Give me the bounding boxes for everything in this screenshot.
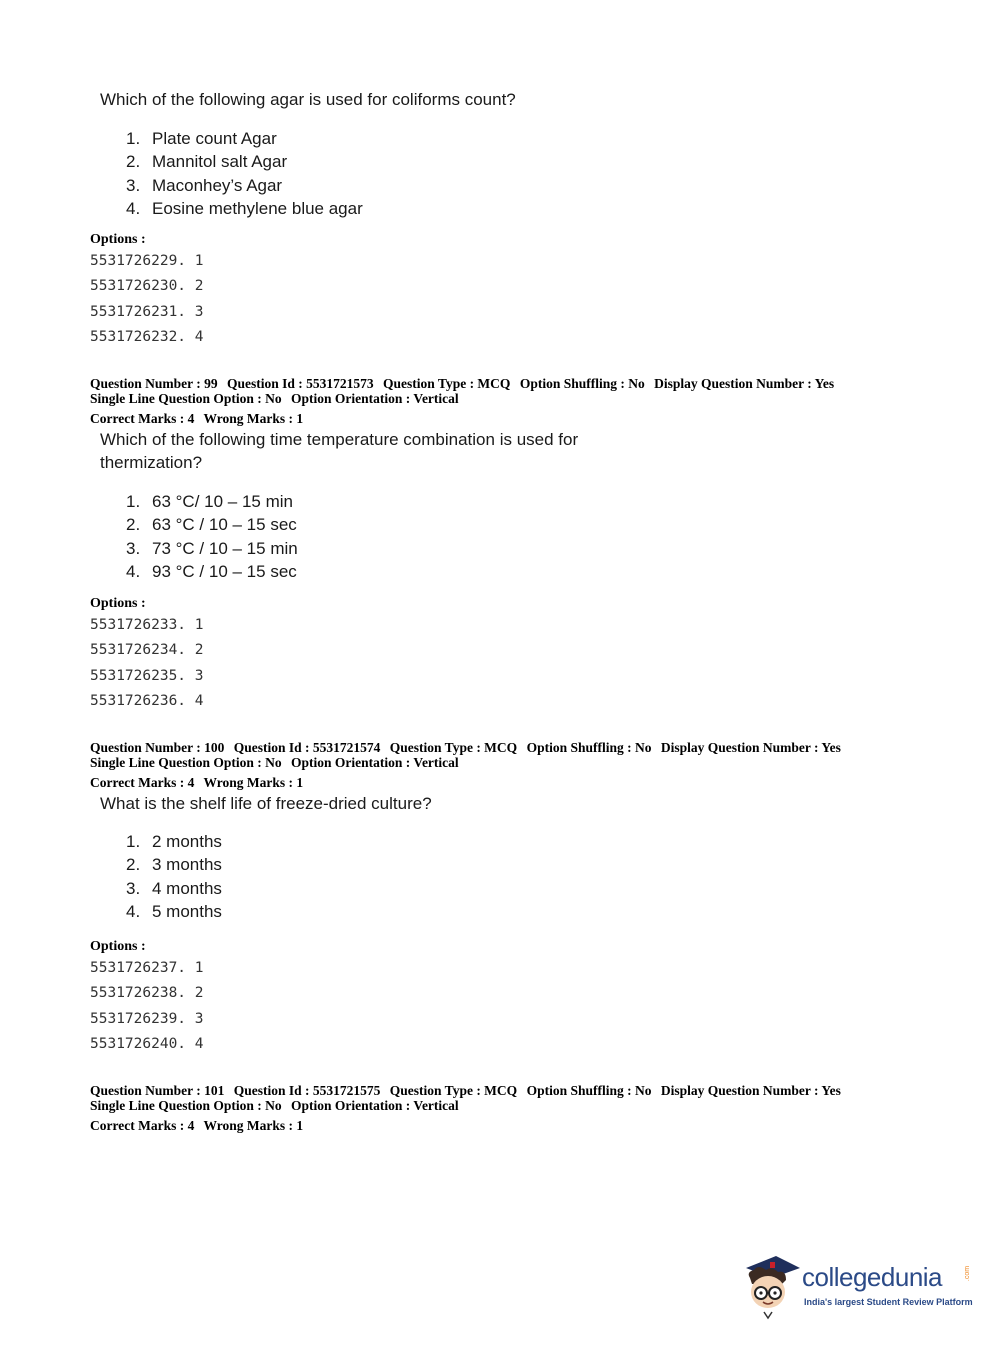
question-99-choices — [126, 490, 298, 583]
choice-item: 1. 63 °C/ 10 – 15 min — [126, 492, 293, 511]
choice-item: 2. 3 months — [126, 855, 222, 875]
choice-item: 4. Eosine methylene blue agar — [126, 198, 363, 218]
option-id: 5531726237. 1 — [90, 960, 204, 976]
meta-line-1: Question Number : 101 Question Id : 5531721575 Question Type : MCQ Option Shuffling : No Display Question Number : Yes — [90, 1083, 841, 1098]
choice-item: 3. 4 months — [126, 878, 222, 898]
options-label: Options : — [90, 939, 146, 954]
choice-item: 2. 63 °C / 10 – 15 sec — [126, 515, 297, 535]
option-id: 5531726240. 4 — [90, 1035, 204, 1052]
choice-item: 1. Plate count Agar — [126, 129, 277, 148]
logo-tagline: India's largest Student Review Platform — [804, 1297, 973, 1307]
question-101-meta — [90, 1083, 847, 1133]
marks-line: Correct Marks : 4 Wrong Marks : 1 — [90, 775, 304, 790]
meta-line-1: Question Number : 99 Question Id : 5531721573 Question Type : MCQ Option Shuffling : No Display Question Number : Yes — [90, 376, 835, 391]
option-id: 5531726235. 3 — [90, 667, 204, 684]
meta-line-2: Single Line Question Option : No Option Orientation : Vertical — [90, 1098, 459, 1113]
option-id-list — [90, 956, 204, 1057]
option-id: 5531726239. 3 — [90, 1010, 204, 1027]
question-100-text: What is the shelf life of freeze-dried culture? — [100, 794, 432, 813]
option-id: 5531726236. 4 — [90, 692, 204, 709]
option-id: 5531726233. 1 — [90, 617, 204, 633]
choice-item: 4. 93 °C / 10 – 15 sec — [126, 561, 297, 581]
mascot-icon — [742, 1250, 802, 1320]
choice-item: 3. Maconhey’s Agar — [126, 175, 283, 195]
option-id: 5531726238. 2 — [90, 985, 204, 1002]
choice-item: 4. 5 months — [126, 901, 222, 921]
question-100-choices — [126, 830, 222, 923]
question-98-text: Which of the following agar is used for coliforms count? — [100, 90, 516, 109]
choice-item: 1. 2 months — [126, 832, 222, 851]
marks-line: Correct Marks : 4 Wrong Marks : 1 — [90, 1118, 304, 1133]
logo-wordmark: collegedunia — [802, 1262, 943, 1292]
meta-line-1: Question Number : 100 Question Id : 5531721574 Question Type : MCQ Option Shuffling : No Display Question Number : Yes — [90, 740, 841, 755]
meta-line-2: Single Line Question Option : No Option Orientation : Vertical — [90, 755, 459, 770]
choice-item: 2. Mannitol salt Agar — [126, 152, 288, 172]
option-id-list — [90, 613, 204, 714]
meta-line-2: Single Line Question Option : No Option Orientation : Vertical — [90, 391, 459, 406]
option-id: 5531726231. 3 — [90, 303, 204, 320]
logo-suffix: .com — [964, 1265, 972, 1282]
question-100-meta — [90, 740, 847, 790]
choice-item: 3. 73 °C / 10 – 15 min — [126, 538, 298, 558]
options-label: Options : — [90, 596, 146, 611]
question-99-meta — [90, 376, 840, 426]
options-label: Options : — [90, 232, 146, 247]
option-id-list — [90, 249, 204, 350]
option-id: 5531726234. 2 — [90, 642, 204, 659]
collegedunia-logo[interactable] — [742, 1250, 972, 1320]
option-id: 5531726232. 4 — [90, 328, 204, 345]
marks-line: Correct Marks : 4 Wrong Marks : 1 — [90, 411, 304, 426]
option-id: 5531726229. 1 — [90, 253, 204, 269]
option-id: 5531726230. 2 — [90, 278, 204, 295]
question-99-text: Which of the following time temperature combination is used for thermization? — [100, 430, 579, 472]
question-98-choices — [126, 127, 363, 220]
